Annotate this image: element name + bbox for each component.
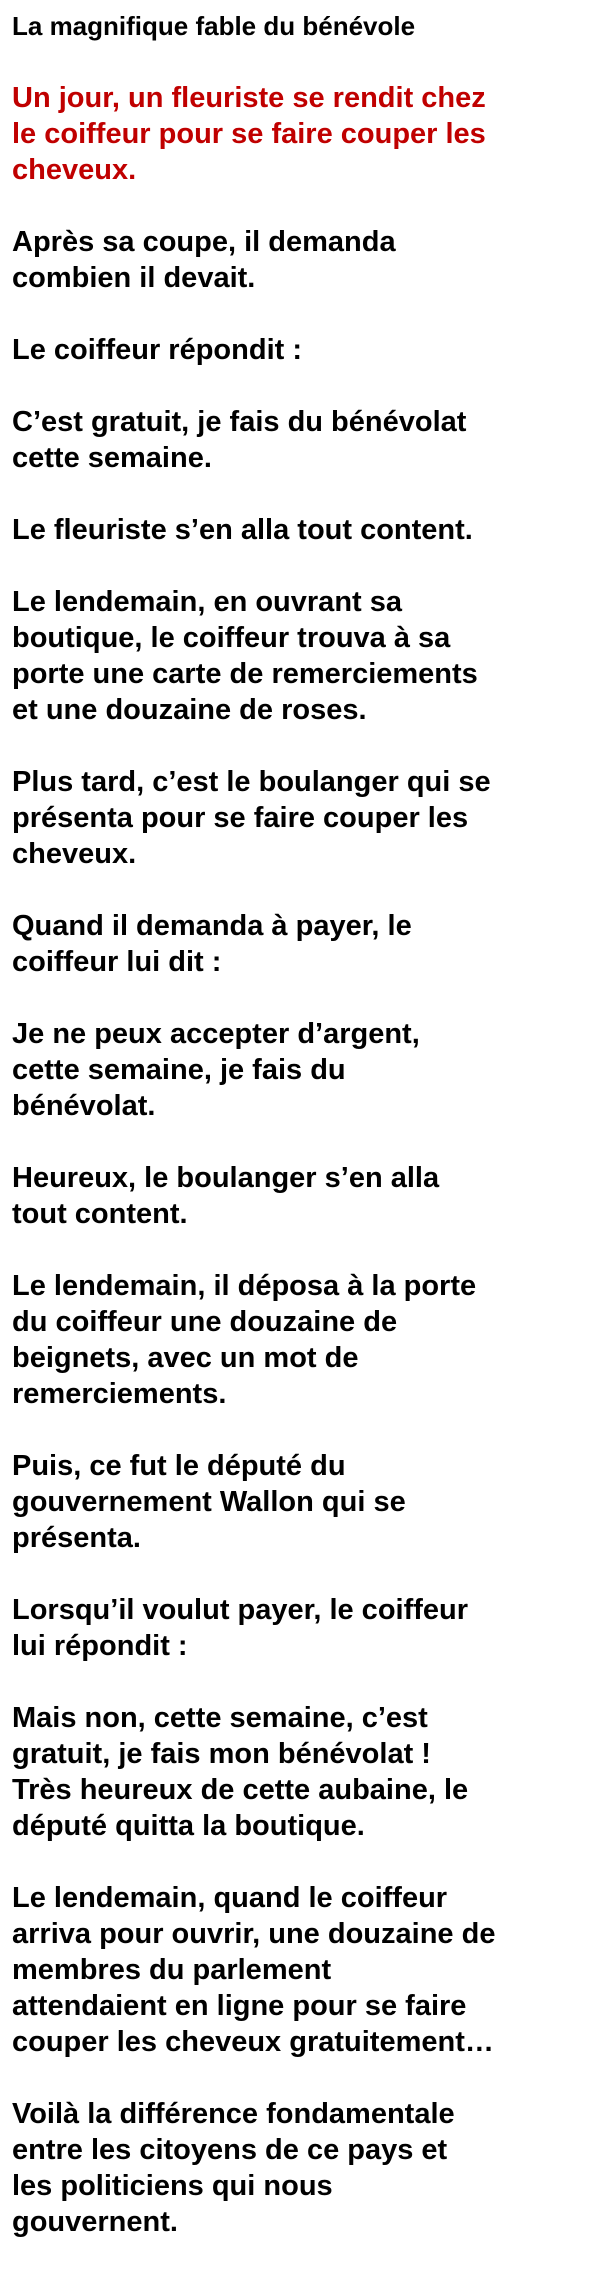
story-paragraph [12,1592,592,1664]
paragraph-line: les politiciens qui nous [12,2170,333,2202]
paragraph-line: Le lendemain, quand le coiffeur [12,1882,448,1914]
paragraph-line: tout content. [12,1198,188,1230]
intro-paragraph [12,80,592,188]
paragraph-line: couper les cheveux gratuitement… [12,2026,494,2058]
paragraph-line: Heureux, le boulanger s’en alla [12,1162,440,1194]
paragraph-line: attendaient en ligne pour se faire [12,1990,467,2022]
paragraph-line: gouvernent. [12,2206,178,2238]
paragraph-line: porte une carte de remerciements [12,658,478,690]
paragraph-line: remerciements. [12,1378,227,1410]
paragraph-line: cette semaine. [12,442,212,474]
paragraph-line: Après sa coupe, il demanda [12,226,396,258]
paragraph-line: présenta. [12,1522,141,1554]
paragraph-line: le coiffeur pour se faire couper les [12,118,486,150]
paragraph-line: député quitta la boutique. [12,1810,365,1842]
paragraph-line: gratuit, je fais mon bénévolat ! [12,1738,431,1770]
paragraph-line: Voilà la différence fondamentale [12,2098,455,2130]
paragraph-line: Lorsqu’il voulut payer, le coiffeur [12,1594,469,1626]
story-paragraph [12,584,592,728]
paragraph-line: boutique, le coiffeur trouva à sa [12,622,451,654]
paragraph-line: C’est gratuit, je fais du bénévolat [12,406,467,438]
story-paragraph [12,908,592,980]
story-paragraph [12,1016,592,1124]
paragraph-line: gouvernement Wallon qui se [12,1486,406,1518]
paragraph-line: coiffeur lui dit : [12,946,222,978]
story-paragraph [12,512,592,548]
story-paragraph [12,1268,592,1412]
paragraph-line: cheveux. [12,838,137,870]
paragraph-line: Quand il demanda à payer, le [12,910,412,942]
paragraph-line: beignets, avec un mot de [12,1342,359,1374]
paragraph-line: Le coiffeur répondit : [12,334,302,366]
story-paragraph [12,2096,592,2240]
paragraph-line: Un jour, un fleuriste se rendit chez [12,82,486,114]
paragraph-line: Le lendemain, en ouvrant sa [12,586,402,618]
paragraph-line: Plus tard, c’est le boulanger qui se [12,766,491,798]
story-paragraph [12,332,592,368]
document-title: La magnifique fable du bénévole [12,11,416,41]
fable-body [12,80,592,2240]
paragraph-line: lui répondit : [12,1630,188,1662]
paragraph-line: Mais non, cette semaine, c’est [12,1702,428,1734]
story-paragraph [12,224,592,296]
story-paragraph [12,764,592,872]
paragraph-line: Le lendemain, il déposa à la porte [12,1270,477,1302]
story-paragraph [12,1880,592,2060]
story-paragraph [12,1448,592,1556]
paragraph-line: combien il devait. [12,262,256,294]
paragraph-line: entre les citoyens de ce pays et [12,2134,448,2166]
fable-document [12,8,592,2276]
story-paragraph [12,1700,592,1844]
paragraph-line: Puis, ce fut le député du [12,1450,346,1482]
paragraph-line: arriva pour ouvrir, une douzaine de [12,1918,496,1950]
paragraph-line: du coiffeur une douzaine de [12,1306,398,1338]
paragraph-line: présenta pour se faire couper les [12,802,469,834]
paragraph-line: Très heureux de cette aubaine, le [12,1774,469,1806]
paragraph-line: cheveux. [12,154,137,186]
story-paragraph [12,404,592,476]
paragraph-line: bénévolat. [12,1090,156,1122]
paragraph-line: et une douzaine de roses. [12,694,367,726]
paragraph-line: Le fleuriste s’en alla tout content. [12,514,473,546]
paragraph-line: cette semaine, je fais du [12,1054,346,1086]
paragraph-line: membres du parlement [12,1954,332,1986]
paragraph-line: Je ne peux accepter d’argent, [12,1018,420,1050]
story-paragraph [12,1160,592,1232]
